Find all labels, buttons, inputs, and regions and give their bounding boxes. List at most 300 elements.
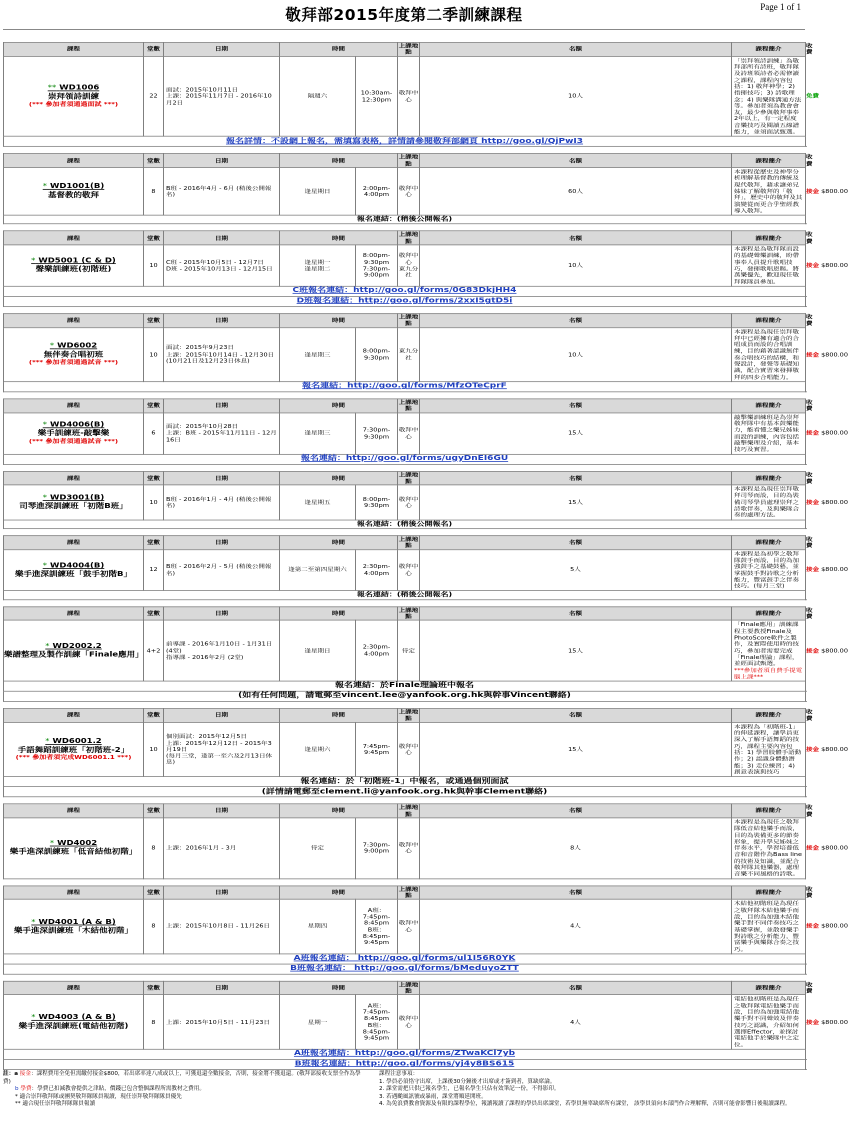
- course-code-line: [4, 840, 143, 849]
- course-name-cell: [4, 899, 144, 953]
- star-note-2: ** 適合現任崇拜敬拜隊隊員報讀: [15, 1101, 96, 1108]
- date-line: 上課：2015年10月8日 - 11月26日: [166, 923, 270, 930]
- location-cell: 敬拜中心: [398, 56, 420, 136]
- intro-cell: [732, 327, 806, 381]
- audience-star: *: [49, 839, 55, 848]
- course-name-cell: [4, 245, 144, 286]
- location-cell: 敬拜中心: [398, 722, 420, 776]
- deposit-label: 接金: [806, 188, 819, 195]
- course-row: [4, 899, 806, 953]
- header-quota: 名額: [420, 886, 732, 900]
- header-row: 課程 堂數 日期 時間 上課地點 名額 課程簡介 收費: [4, 314, 806, 328]
- deposit-label: 接金: [806, 647, 819, 654]
- intro-cell: [732, 722, 806, 776]
- day-cell: 星期一: [280, 995, 356, 1049]
- day-cell: 逢星期日: [280, 620, 356, 681]
- header-intro: 課程簡介: [732, 607, 806, 621]
- fee-amount: $800.00: [821, 430, 848, 437]
- header-course: 課程: [4, 804, 144, 818]
- date-line: 前導課 - 2016年1月10日 - 1月31日 (4堂): [166, 641, 273, 654]
- header-quota: 名額: [420, 607, 732, 621]
- date-line: 面試：2015年10月11日: [166, 86, 239, 93]
- day-cell: 逢星期五: [280, 485, 356, 520]
- header-location: 上課地點: [398, 42, 419, 56]
- header-row: 課程 堂數 日期 時間 上課地點 名額 課程簡介 收費: [4, 536, 806, 550]
- fee-amount: $800.00: [821, 188, 848, 195]
- registration-info: 報名連結：於「初階班-1」中報名，或通過個別面試: [4, 777, 806, 787]
- header-date: 日期: [164, 607, 280, 621]
- header-intro: 課程簡介: [732, 981, 806, 995]
- intro-cell: [732, 56, 806, 136]
- course-notices: [373, 1071, 805, 1125]
- header-quota: 名額: [420, 709, 732, 723]
- registration-info: (詳情請電郵至clement.li@yanfook.org.hk與幹事Clement聯絡): [4, 787, 806, 797]
- course-title: 樂手進深訓練班(電結他初階): [18, 1022, 129, 1030]
- registration-link[interactable]: D班報名連結：http://goo.gl/forms/2xxI5gtD5i: [4, 296, 806, 306]
- course-row: [4, 485, 806, 520]
- course-code-line: [4, 84, 143, 93]
- course-list: [3, 42, 848, 1070]
- header-location: 上課地點: [398, 981, 419, 995]
- sessions-cell: 10: [144, 245, 164, 286]
- header-intro: 課程簡介: [732, 804, 806, 818]
- header-course: 課程: [4, 231, 144, 245]
- notice-item: 2. 課堂需把只供已報名學生，已報名學生只佔有效筆記一份，不得影印。: [379, 1086, 560, 1093]
- header-location: 上課地點: [398, 471, 419, 485]
- location-cell: 敬拜中心: [398, 899, 420, 953]
- course-intro: 本課程是為現任崇拜敬拜司琴而設，目的為裝備司琴學員處理崇拜之詩歌伴奏，及與樂隊合奏的處理方法。: [734, 486, 799, 519]
- course-code: WD4004(B): [49, 561, 105, 570]
- audience-star: *: [42, 182, 47, 191]
- header-course: 課程: [4, 314, 144, 328]
- date-cell: [164, 56, 280, 136]
- header-course: 課程: [4, 471, 144, 485]
- time-cell: 7:30pm-9:00pm: [356, 818, 398, 879]
- time-cell: 8:00pm-9:30pm 7:30pm-9:00pm: [356, 245, 398, 286]
- date-cell: [164, 413, 280, 454]
- header-hours: 堂數: [144, 536, 164, 550]
- notice-item: 1. 學員必須恪守出席，上課後30分鐘後才出席或才簽到者，算缺席論。: [379, 1078, 556, 1085]
- registration-row: [4, 964, 806, 974]
- registration-link[interactable]: 報名詳情：不設網上報名，需填寫表格，詳情請參閱敬拜部網頁 http://goo.gl/QjPwI3: [4, 136, 806, 146]
- registration-link[interactable]: B班報名連結：http://goo.gl/forms/yj4y8BS615: [4, 1059, 806, 1069]
- deposit-label: 接金: [806, 430, 819, 437]
- header-location: 上課地點: [398, 536, 419, 549]
- intro-cell: [732, 995, 806, 1049]
- course-title: 樂手進深訓練班「低音結他初階」: [9, 848, 138, 857]
- fee-amount: $800.00: [821, 647, 848, 654]
- date-line: (10月21日及12月23日休息): [166, 357, 250, 365]
- sessions-cell: 10: [144, 327, 164, 381]
- header-date: 日期: [164, 536, 280, 550]
- intro-cell: [732, 167, 806, 215]
- time-cell: 2:30pm-4:00pm: [356, 549, 398, 590]
- registration-row: [4, 286, 806, 296]
- day-cell: 逢第二至第四星期六: [280, 549, 356, 590]
- header-hours: 堂數: [144, 314, 164, 328]
- intro-cell: [732, 485, 806, 520]
- audience-star: *: [31, 257, 36, 265]
- registration-link[interactable]: 報名連結：http://goo.gl/forms/MfzOTeCprF: [4, 382, 806, 392]
- quota-cell: 15人: [420, 485, 732, 520]
- date-cell: [164, 899, 280, 953]
- course-block: [3, 885, 848, 974]
- registration-info: 報名連結：(稍後公開報名): [4, 591, 806, 600]
- deposit-label: 接金: [806, 566, 819, 574]
- header-row: 課程 堂數 日期 時間 上課地點 名額 課程簡介 收費: [4, 607, 806, 621]
- fee-note-a: 註：a 接金：課程費用全免但需繳付接金$800，若出席率達八成或以上，可獲退還全數接金，否則，接金將不獲退還。(敬拜部接收支票全作為學費): [3, 1071, 361, 1085]
- course-intro: 電結他初階班是為現任之敬拜隊電結他樂手而設，目的為加強電結他樂手對不同聲效及伴奏技巧之認識，介紹如何選擇Effector，並探討電結他手於樂隊中之定位。: [734, 996, 799, 1048]
- registration-row: [4, 787, 806, 797]
- course-block: [3, 708, 848, 797]
- date-cell: [164, 818, 280, 879]
- course-requirement: (*** 參加者須完成WD6001.1 ***): [15, 754, 132, 761]
- course-code: WD1006: [59, 84, 100, 93]
- header-row: 課程 堂數 日期 時間 上課地點 名額 課程簡介 收費: [4, 42, 806, 56]
- registration-row: [4, 691, 806, 701]
- course-title: 基督教的敬拜: [47, 191, 99, 200]
- fee-amount: $800.00: [821, 746, 848, 753]
- sessions-cell: 22: [144, 56, 164, 136]
- course-intro: 木結他初階班是為現任之敬拜隊木結他樂手而設，目的為加強木結他樂手對不同伴奏技巧之基礎掌握，並散發樂手對詩歌之分析能力，豐富樂手與樂隊合奏之技巧。: [734, 900, 799, 953]
- header-time: 時間: [280, 804, 398, 818]
- registration-row: [4, 1049, 806, 1059]
- registration-row: [4, 136, 806, 146]
- header-location: 上課地點: [398, 231, 419, 245]
- sessions-cell: 8: [144, 167, 164, 215]
- notes-section: [3, 1071, 805, 1125]
- course-block: [3, 153, 848, 224]
- header-quota: 名額: [420, 804, 732, 818]
- intro-cell: [732, 899, 806, 953]
- course-block: [3, 313, 848, 392]
- quota-cell: 15人: [420, 620, 732, 681]
- header-course: 課程: [4, 981, 144, 995]
- date-line: 面試：2015年10月28日: [166, 423, 239, 430]
- header-hours: 堂數: [144, 231, 164, 245]
- header-date: 日期: [164, 231, 280, 245]
- audience-star: *: [42, 421, 47, 430]
- intro-warning: ***參加者須自費手提電腦上課***: [734, 667, 803, 680]
- course-intro: 敲擊樂訓練班是為崇拜敬拜隊中有基本鼓樂能力，能看懂之樂兄姊妹而設的訓練，內容包括敲擊樂理及介紹，基本技巧及實習。: [734, 413, 799, 453]
- registration-info: 報名連結：(稍後公開報名): [4, 520, 806, 529]
- header-intro: 課程簡介: [732, 709, 806, 723]
- course-title: 樂手進深訓練班「木結他初階」: [13, 926, 133, 935]
- header-time: 時間: [280, 231, 398, 245]
- registration-row: [4, 681, 806, 691]
- header-row: 課程 堂數 日期 時間 上課地點 名額 課程簡介 收費: [4, 709, 806, 723]
- date-cell: [164, 620, 280, 681]
- course-code: WD4001 (A & B): [38, 918, 116, 926]
- course-name-cell: [4, 549, 144, 590]
- header-row: 課程 堂數 日期 時間 上課地點 名額 課程簡介 收費: [4, 154, 806, 168]
- date-cell: [164, 167, 280, 215]
- header-time: 時間: [280, 399, 398, 413]
- date-cell: [164, 995, 280, 1049]
- course-code: WD4006(B): [49, 421, 105, 430]
- deposit-label: 接金: [806, 844, 819, 852]
- page-number: Page 1 of 1: [760, 2, 801, 12]
- date-cell: [164, 245, 280, 286]
- course-name-cell: [4, 167, 144, 215]
- course-name-cell: [4, 818, 144, 879]
- header-quota: 名額: [420, 154, 732, 168]
- course-code: WD6001.2: [52, 737, 102, 746]
- header-intro: 課程簡介: [732, 471, 806, 485]
- registration-info: 報名連結：(稍後公開報名): [4, 215, 806, 224]
- date-line: 個別面試：2015年12月5日: [166, 733, 247, 740]
- registration-link[interactable]: A班報名連結： http://goo.gl/forms/ul1I56R0YK: [4, 954, 806, 964]
- location-cell: 敬拜中心: [398, 549, 420, 590]
- day-cell: 逢星期一 逢星期二: [280, 245, 356, 286]
- header-hours: 堂數: [144, 471, 164, 485]
- intro-cell: [732, 245, 806, 286]
- deposit-label: 接金: [806, 499, 819, 506]
- course-code-line: [4, 918, 143, 927]
- header-row: 課程 堂數 日期 時間 上課地點 名額 課程簡介 收費: [4, 399, 806, 413]
- header-course: 課程: [4, 42, 144, 56]
- header-hours: 堂數: [144, 607, 164, 621]
- course-code: WD4003 (A & B): [38, 1013, 116, 1022]
- sessions-cell: 8: [144, 899, 164, 953]
- deposit-label: 接金: [806, 923, 819, 930]
- page-title: 敬拜部2015年度第二季訓練課程: [285, 6, 523, 24]
- course-row: [4, 549, 806, 590]
- course-row: [4, 620, 806, 681]
- audience-star: *: [31, 918, 36, 926]
- audience-star: *: [45, 642, 50, 651]
- location-cell: 敬拜中心 東九分社: [398, 245, 420, 286]
- course-title: 手語舞蹈訓練班「初階班-2」: [17, 745, 130, 754]
- day-cell: 星期四: [280, 899, 356, 953]
- sessions-cell: 8: [144, 995, 164, 1049]
- sessions-cell: 8: [144, 818, 164, 879]
- location-cell: 東九分社: [398, 327, 420, 381]
- header-date: 日期: [164, 314, 280, 328]
- quota-cell: 15人: [420, 413, 732, 454]
- date-line: B班 - 2016年4月 - 6月 (稍後公開報名): [166, 184, 272, 198]
- intro-cell: [732, 549, 806, 590]
- audience-star: *: [45, 737, 50, 746]
- header-intro: 課程簡介: [732, 154, 806, 168]
- course-name-cell: [4, 620, 144, 681]
- header-time: 時間: [280, 886, 398, 900]
- header-location: 上課地點: [398, 313, 419, 327]
- header-time: 時間: [280, 536, 398, 550]
- time-cell: A班：7:45pm-8:45pm B班：8:45pm-9:45pm: [356, 899, 398, 953]
- fee-free: 免費: [806, 93, 819, 100]
- registration-row: [4, 954, 806, 964]
- header-date: 日期: [164, 42, 280, 56]
- course-code-line: [4, 343, 143, 352]
- header-location: 上課地點: [398, 886, 419, 899]
- header-quota: 名額: [420, 471, 732, 485]
- header-quota: 名額: [420, 399, 732, 413]
- location-cell: 敬拜中心: [398, 485, 420, 520]
- header-intro: 課程簡介: [732, 536, 806, 550]
- quota-cell: 4人: [420, 899, 732, 953]
- course-code: WD6002: [57, 342, 98, 351]
- course-block: [3, 399, 848, 465]
- notice-item: 3. 若遇颱風訊號或暴雨，課堂將順延開班。: [379, 1093, 487, 1100]
- header-course: 課程: [4, 886, 144, 900]
- course-block: [3, 606, 848, 702]
- course-code-line: [4, 257, 143, 266]
- time-cell: A班：7:45pm-8:45pm B班：8:45pm-9:45pm: [356, 995, 398, 1049]
- course-code-line: [4, 183, 143, 192]
- course-intro: 本課程為「初階班-1」的伸延課程，讓學員更深入了解手語舞蹈的技巧，課程主要內容包括：1) 學習肢體手語動作；2) 認識身體動潛能；3) 走位練習；4) 創意表演與技巧: [734, 723, 802, 776]
- course-row: [4, 995, 806, 1049]
- quota-cell: 15人: [420, 722, 732, 776]
- registration-row: [4, 591, 806, 600]
- header-intro: 課程簡介: [732, 886, 806, 900]
- quota-cell: 5人: [420, 549, 732, 590]
- time-cell: 7:45pm-9:45pm: [356, 722, 398, 776]
- course-name-cell: [4, 413, 144, 454]
- fee-note-b: b 學費：學費已扣減教會提供之津貼，價錢已包含整個課程所需教材之費用。: [15, 1086, 205, 1093]
- date-line: 上課：2015年11月7日 - 2016年10月2日: [166, 93, 272, 106]
- header-time: 時間: [280, 607, 398, 621]
- date-line: 上課：2016年1月 - 3月: [166, 844, 237, 852]
- time-cell: 2:00pm-4:00pm: [356, 167, 398, 215]
- course-code: WD3001(B): [49, 493, 105, 502]
- sessions-cell: 10: [144, 722, 164, 776]
- header-location: 上課地點: [398, 399, 419, 413]
- date-line: B班 - 2016年1月 - 4月 (稍後公開報名): [166, 495, 272, 509]
- sessions-cell: 4+2: [144, 620, 164, 681]
- course-code-line: [4, 421, 143, 430]
- header-course: 課程: [4, 709, 144, 723]
- deposit-label: 接金: [806, 746, 819, 753]
- course-title: 樂手進深訓練班「鼓手初階B」: [15, 570, 132, 578]
- registration-info: 報名連結：於Finale理論班中報名: [4, 681, 806, 691]
- day-cell: 逢星期三: [280, 413, 356, 454]
- header-date: 日期: [164, 981, 280, 995]
- course-code: WD1001(B): [49, 182, 105, 191]
- audience-star: *: [42, 493, 47, 502]
- header-date: 日期: [164, 399, 280, 413]
- course-name-cell: [4, 56, 144, 136]
- day-cell: 逢星期日: [280, 167, 356, 215]
- intro-cell: [732, 620, 806, 681]
- header-date: 日期: [164, 886, 280, 900]
- course-code-line: [4, 737, 143, 746]
- location-cell: 敬拜中心: [398, 995, 420, 1049]
- registration-link[interactable]: B班報名連結： http://goo.gl/forms/bMeduyoZTT: [4, 964, 806, 974]
- course-row: [4, 413, 806, 454]
- header-quota: 名額: [420, 314, 732, 328]
- header-date: 日期: [164, 154, 280, 168]
- header-row: 課程 堂數 日期 時間 上課地點 名額 課程簡介 收費: [4, 231, 806, 245]
- course-requirement: (*** 參加者須通過面試 ***): [28, 101, 119, 108]
- notices-title: 課程注意事項：: [379, 1071, 419, 1077]
- intro-cell: [732, 818, 806, 879]
- quota-cell: 8人: [420, 818, 732, 879]
- registration-link[interactable]: 報名連結：http://goo.gl/forms/ugyDnEI6GU: [4, 454, 806, 464]
- sessions-cell: 6: [144, 413, 164, 454]
- header-intro: 課程簡介: [732, 399, 806, 413]
- sessions-cell: 12: [144, 549, 164, 590]
- course-code-line: [4, 562, 143, 571]
- time-cell: 8:00pm-9:30pm: [356, 327, 398, 381]
- header-date: 日期: [164, 804, 280, 818]
- registration-info: (如有任何問題，請電郵至vincent.lee@yanfook.org.hk與幹事Vincent聯絡): [4, 691, 806, 701]
- course-code: WD4002: [57, 839, 98, 848]
- registration-row: [4, 454, 806, 464]
- course-row: [4, 722, 806, 776]
- registration-link[interactable]: C班報名連結：http://goo.gl/forms/0G83DkjHH4: [4, 286, 806, 296]
- header-time: 時間: [280, 314, 398, 328]
- header-time: 時間: [280, 471, 398, 485]
- course-block: [3, 471, 848, 529]
- course-title: 聲樂訓練班(初階班): [35, 265, 112, 274]
- course-title: 崇拜領詩訓練: [47, 92, 99, 101]
- quota-cell: 60人: [420, 167, 732, 215]
- quota-cell: 10人: [420, 56, 732, 136]
- date-line: B班 - 2016年2月 - 5月 (稍後公開報名): [166, 563, 272, 577]
- day-cell: 逢星期三: [280, 327, 356, 381]
- course-name-cell: [4, 722, 144, 776]
- date-line: 面試：2015年9月23日: [166, 344, 234, 352]
- header-intro: 課程簡介: [732, 314, 806, 328]
- time-cell: 2:30pm-4:00pm: [356, 620, 398, 681]
- date-cell: [164, 327, 280, 381]
- time-cell: 7:30pm-9:30pm: [356, 413, 398, 454]
- star-note-1: * 適合崇拜敬拜隊或團契敬拜隊隊員報讀，現任崇拜敬拜隊隊員優先: [15, 1093, 182, 1100]
- header-quota: 名額: [420, 231, 732, 245]
- course-title: 司琴進深訓練班「初階B班」: [19, 502, 128, 511]
- fee-amount: $800.00: [821, 262, 848, 269]
- course-code: WD5001 (C & D): [38, 257, 116, 265]
- registration-row: [4, 215, 806, 224]
- course-code-line: [4, 494, 143, 503]
- date-cell: [164, 485, 280, 520]
- audience-star: *: [42, 561, 47, 570]
- header-time: 時間: [280, 154, 398, 168]
- course-name-cell: [4, 995, 144, 1049]
- header-hours: 堂數: [144, 399, 164, 413]
- location-cell: 敬拜中心: [398, 818, 420, 879]
- header-time: 時間: [280, 709, 398, 723]
- header-location: 上課地點: [398, 804, 419, 818]
- course-name-cell: [4, 327, 144, 381]
- registration-row: [4, 382, 806, 392]
- header-row: 課程 堂數 日期 時間 上課地點 名額 課程簡介 收費: [4, 981, 806, 995]
- header-row: 課程 堂數 日期 時間 上課地點 名額 課程簡介 收費: [4, 471, 806, 485]
- header-course: 課程: [4, 399, 144, 413]
- fee-amount: $800.00: [821, 923, 848, 930]
- course-intro: 本課程是為敬拜隊而設的基礎聲樂訓練，盼帶事奉人員提升歌唱技巧，發揮歌唱恩賜。將萬樂優先，歡迎現任敬拜隊隊員參加。: [734, 246, 799, 285]
- course-block: [3, 804, 848, 879]
- registration-row: [4, 1059, 806, 1069]
- day-cell: 待定: [280, 818, 356, 879]
- registration-link[interactable]: A班報名連結：http://goo.gl/forms/ZTwaKCl7yb: [4, 1049, 806, 1059]
- registration-row: [4, 520, 806, 529]
- date-line: D班 - 2015年10月13日 - 12月15日: [166, 265, 273, 272]
- fee-amount: $800.00: [821, 499, 848, 506]
- course-title: 樂手訓練班-敲擊樂: [37, 429, 110, 438]
- header-hours: 堂數: [144, 886, 164, 900]
- course-code: WD2002.2: [52, 642, 102, 651]
- quota-cell: 10人: [420, 245, 732, 286]
- registration-row: [4, 777, 806, 787]
- course-block: [3, 231, 848, 307]
- location-cell: 待定: [398, 620, 420, 681]
- day-cell: 逢星期六: [280, 722, 356, 776]
- date-line: C班 - 2015年10月5日 - 12月7日: [166, 259, 264, 266]
- header-hours: 堂數: [144, 42, 164, 56]
- header-location: 上課地點: [398, 154, 419, 167]
